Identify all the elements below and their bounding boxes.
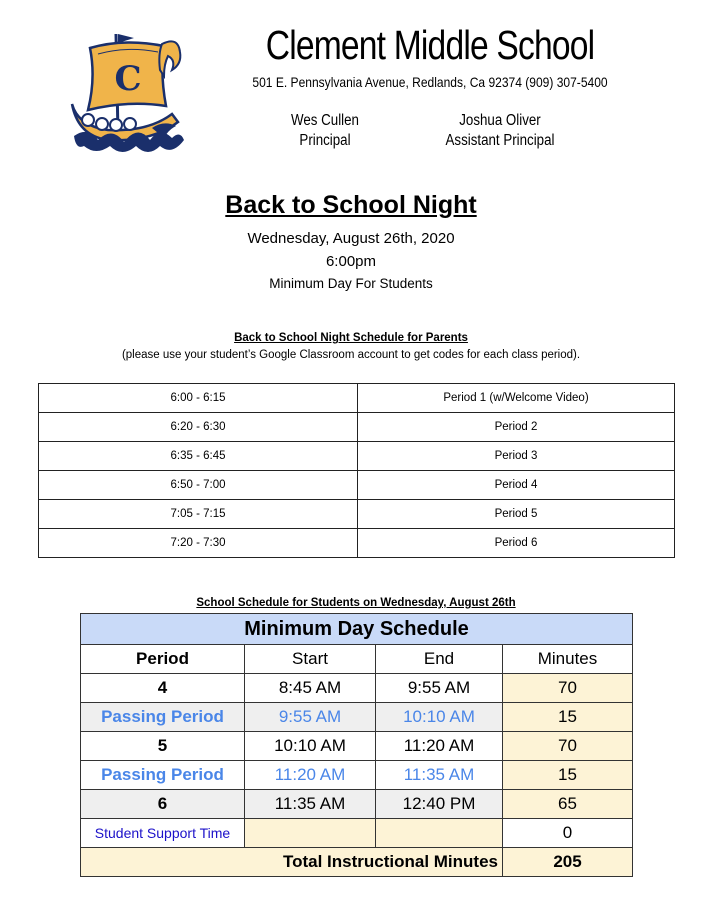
period-cell: Period 3 [358, 442, 675, 471]
table-row [39, 529, 675, 558]
column-header: Start [245, 645, 376, 674]
table-row [81, 703, 633, 732]
minimum-day-table [80, 613, 633, 877]
end-cell: 11:20 AM [376, 732, 503, 761]
time-cell: 6:50 - 7:00 [39, 471, 358, 500]
table-title-row [81, 614, 633, 645]
period-cell: Period 2 [358, 413, 675, 442]
time-cell: 6:00 - 6:15 [39, 384, 358, 413]
period-cell: Period 5 [358, 500, 675, 529]
table-row [81, 790, 633, 819]
end-cell: 10:10 AM [376, 703, 503, 732]
minutes-cell: 70 [503, 674, 633, 703]
end-cell: 9:55 AM [376, 674, 503, 703]
time-cell: 6:35 - 6:45 [39, 442, 358, 471]
time-cell: 7:05 - 7:15 [39, 500, 358, 529]
principal-role: Principal [299, 132, 351, 149]
period-cell: Period 4 [358, 471, 675, 500]
school-name: Clement Middle School [265, 22, 595, 68]
event-date: Wednesday, August 26th, 2020 [247, 230, 455, 247]
table-row [81, 761, 633, 790]
period-cell: Student Support Time [81, 819, 245, 848]
total-row [81, 848, 633, 877]
table-row [81, 674, 633, 703]
minutes-cell: 70 [503, 732, 633, 761]
table-row [39, 442, 675, 471]
start-cell: 9:55 AM [245, 703, 376, 732]
start-cell: 8:45 AM [245, 674, 376, 703]
period-cell: 6 [81, 790, 245, 819]
total-label: Total Instructional Minutes [81, 848, 503, 877]
period-cell: 5 [81, 732, 245, 761]
total-minutes: 205 [503, 848, 633, 877]
column-header: Period [81, 645, 245, 674]
event-time: 6:00pm [325, 253, 377, 270]
start-cell: 11:35 AM [245, 790, 376, 819]
period-cell: Passing Period [81, 761, 245, 790]
event-note: Minimum Day For Students [269, 276, 433, 291]
start-cell: 10:10 AM [245, 732, 376, 761]
assistant-principal-name: Joshua Oliver [459, 112, 541, 129]
period-cell: Period 1 (w/Welcome Video) [358, 384, 675, 413]
student-schedule-heading: School Schedule for Students on Wednesday, August 26th [196, 597, 516, 609]
column-header: End [376, 645, 503, 674]
table-title: Minimum Day Schedule [81, 614, 633, 645]
parents-schedule-table [38, 383, 675, 558]
parents-schedule-note: (please use your student’s Google Classroom account to get codes for each class period). [121, 349, 581, 361]
end-cell [376, 819, 503, 848]
minutes-cell: 0 [503, 819, 633, 848]
start-cell: 11:20 AM [245, 761, 376, 790]
principal-name: Wes Cullen [291, 112, 359, 129]
parents-schedule-heading: Back to School Night Schedule for Parents [234, 332, 468, 344]
period-cell: Period 6 [358, 529, 675, 558]
table-row [39, 413, 675, 442]
school-address: 501 E. Pennsylvania Avenue, Redlands, Ca 92374 (909) 307-5400 [252, 74, 608, 90]
minutes-cell: 65 [503, 790, 633, 819]
time-cell: 7:20 - 7:30 [39, 529, 358, 558]
time-cell: 6:20 - 6:30 [39, 413, 358, 442]
end-cell: 11:35 AM [376, 761, 503, 790]
table-row [39, 500, 675, 529]
logo-letter: C [114, 59, 142, 99]
period-cell: 4 [81, 674, 245, 703]
table-row [39, 384, 675, 413]
event-title: Back to School Night [225, 191, 477, 219]
minutes-cell: 15 [503, 761, 633, 790]
minutes-cell: 15 [503, 703, 633, 732]
table-row [81, 732, 633, 761]
table-row [81, 819, 633, 848]
assistant-principal-role: Assistant Principal [445, 132, 555, 149]
end-cell: 12:40 PM [376, 790, 503, 819]
assistant-principal-block [431, 111, 569, 151]
start-cell [245, 819, 376, 848]
period-cell: Passing Period [81, 703, 245, 732]
principal-block [282, 111, 368, 151]
table-row [39, 471, 675, 500]
viking-ship-icon [68, 30, 188, 158]
table-header-row [81, 645, 633, 674]
school-logo [68, 30, 188, 158]
column-header: Minutes [503, 645, 633, 674]
